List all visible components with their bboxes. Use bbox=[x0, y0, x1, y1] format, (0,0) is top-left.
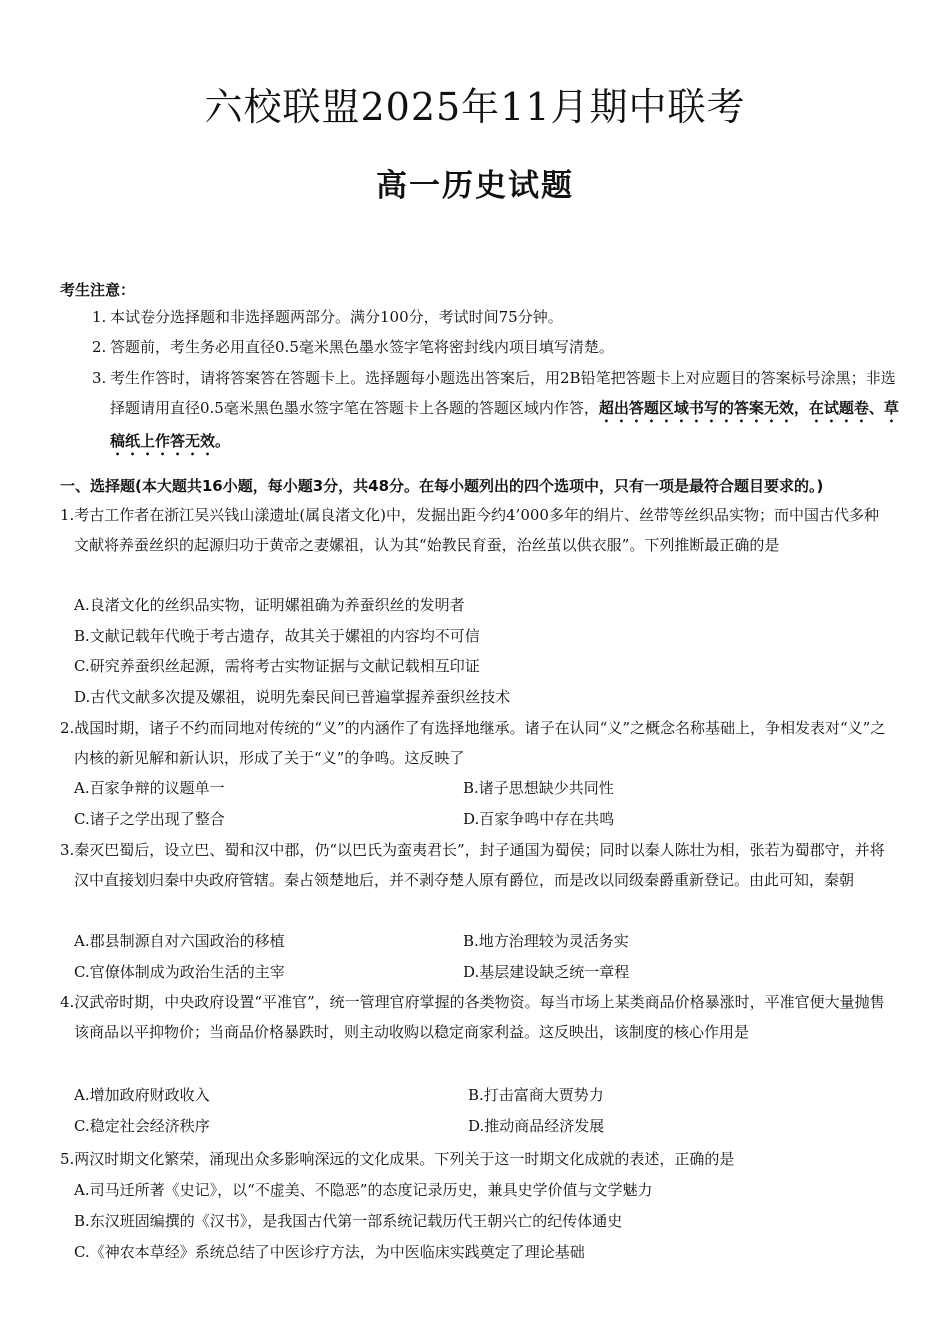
question-stem: 3.秦灭巴蜀后，设立巴、蜀和汉中郡，仍“以巴氏为蛮夷君长”，封子通国为蜀侯；同时以秦人陈壮为相，张若为蜀郡守，并将汉中直接划归秦中央政府管辖。秦占领楚地后，并不剥夺楚人原有爵位，而是改以同级秦爵重新登记。由此可知，秦朝 bbox=[60, 841, 885, 889]
notice-item-text: 考生作答时，请将答案答在答题卡上。选择题每小题选出答案后，用2B铅笔把答题卡上对应题目的答案标号涂黑；非选择题请用直径0.5毫米黑色墨水签字笔在答题卡上各题的答题区域内作答， bbox=[110, 369, 896, 417]
option-a: A.百家争辩的议题单一 bbox=[74, 779, 225, 797]
option-c: C.稳定社会经济秩序 bbox=[74, 1117, 210, 1135]
notice-heading: 考生注意： bbox=[60, 281, 136, 299]
exam-title: 六校联盟2025年11月期中联考 bbox=[204, 85, 746, 129]
option-c: C.官僚体制成为政治生活的主宰 bbox=[74, 963, 285, 981]
option-b: B.诸子思想缺少共同性 bbox=[463, 779, 614, 797]
question-2 bbox=[60, 713, 892, 773]
option-a: A.良渚文化的丝织品实物，证明嫘祖确为养蚕织丝的发明者 bbox=[74, 596, 465, 614]
question-5 bbox=[60, 1144, 892, 1174]
notice-item-2 bbox=[92, 332, 892, 362]
option-a: A.郡县制源自对六国政治的移植 bbox=[74, 932, 285, 950]
option-d: D.推动商品经济发展 bbox=[468, 1117, 605, 1135]
question-3 bbox=[60, 835, 892, 895]
question-stem: 1.考古工作者在浙江吴兴钱山漾遗址(属良渚文化)中，发掘出距今约4’000多年的绢片、丝带等丝织品实物；而中国古代多种文献将养蚕丝织的起源归功于黄帝之妻嫘祖，认为其“始教民育蚕，治丝茧以供衣服”。下列推断最正确的是 bbox=[60, 506, 879, 554]
option-d: D.古代文献多次提及嫘祖，说明先秦民间已普遍掌握养蚕织丝技术 bbox=[74, 688, 511, 706]
option-b: B.东汉班固编撰的《汉书》，是我国古代第一部系统记载历代王朝兴亡的纪传体通史 bbox=[74, 1212, 623, 1230]
notice-item-number: 2. bbox=[92, 338, 107, 356]
option-d: D.基层建设缺乏统一章程 bbox=[463, 963, 630, 981]
notice-item-3 bbox=[92, 363, 910, 459]
question-stem: 2.战国时期，诸子不约而同地对传统的“义”的内涵作了有选择地继承。诸子在认同“义”之概念名称基础上，争相发表对“义”之内核的新见解和新认识，形成了关于“义”的争鸣。这反映了 bbox=[60, 719, 886, 767]
section-heading: 一、选择题(本大题共16小题，每小题3分，共48分。在每小题列出的四个选项中，只有一项是最符合题目要求的。) bbox=[60, 477, 824, 495]
option-d: D.百家争鸣中存在共鸣 bbox=[463, 810, 615, 828]
option-a: A.增加政府财政收入 bbox=[74, 1086, 210, 1104]
option-c: C.《神农本草经》系统总结了中医诊疗方法，为中医临床实践奠定了理论基础 bbox=[74, 1243, 585, 1261]
notice-item-emphasis: 超出答题区域书写的答案无效，在试题卷、草稿纸上作答无效。 bbox=[110, 399, 899, 450]
option-b: B.地方治理较为灵活务实 bbox=[463, 932, 629, 950]
notice-item-text: 答题前，考生务必用直径0.5毫米黑色墨水签字笔将密封线内项目填写清楚。 bbox=[110, 338, 614, 356]
option-c: C.诸子之学出现了整合 bbox=[74, 810, 225, 828]
question-stem: 5.两汉时期文化繁荣，涌现出众多影响深远的文化成果。下列关于这一时期文化成就的表述，正确的是 bbox=[60, 1150, 735, 1168]
option-b: B.文献记载年代晚于考古遗存，故其关于嫘祖的内容均不可信 bbox=[74, 627, 480, 645]
question-1 bbox=[60, 500, 892, 560]
notice-item-1 bbox=[92, 302, 892, 332]
notice-item-text: 本试卷分选择题和非选择题两部分。满分100分，考试时间75分钟。 bbox=[110, 308, 563, 326]
question-stem: 4.汉武帝时期，中央政府设置“平准官”，统一管理官府掌握的各类物资。每当市场上某类商品价格暴涨时，平准官便大量抛售该商品以平抑物价；当商品价格暴跌时，则主动收购以稳定商家利益。这反映出，该制度的核心作用是 bbox=[60, 993, 885, 1041]
option-b: B.打击富商大贾势力 bbox=[468, 1086, 604, 1104]
option-a: A.司马迁所著《史记》，以“不虚美、不隐恶”的态度记录历史，兼具史学价值与文学魅力 bbox=[74, 1181, 653, 1199]
exam-subtitle: 高一历史试题 bbox=[376, 168, 574, 204]
notice-item-number: 3. bbox=[92, 369, 107, 387]
question-4 bbox=[60, 987, 892, 1047]
option-c: C.研究养蚕织丝起源，需将考古实物证据与文献记载相互印证 bbox=[74, 657, 480, 675]
notice-item-number: 1. bbox=[92, 308, 107, 326]
